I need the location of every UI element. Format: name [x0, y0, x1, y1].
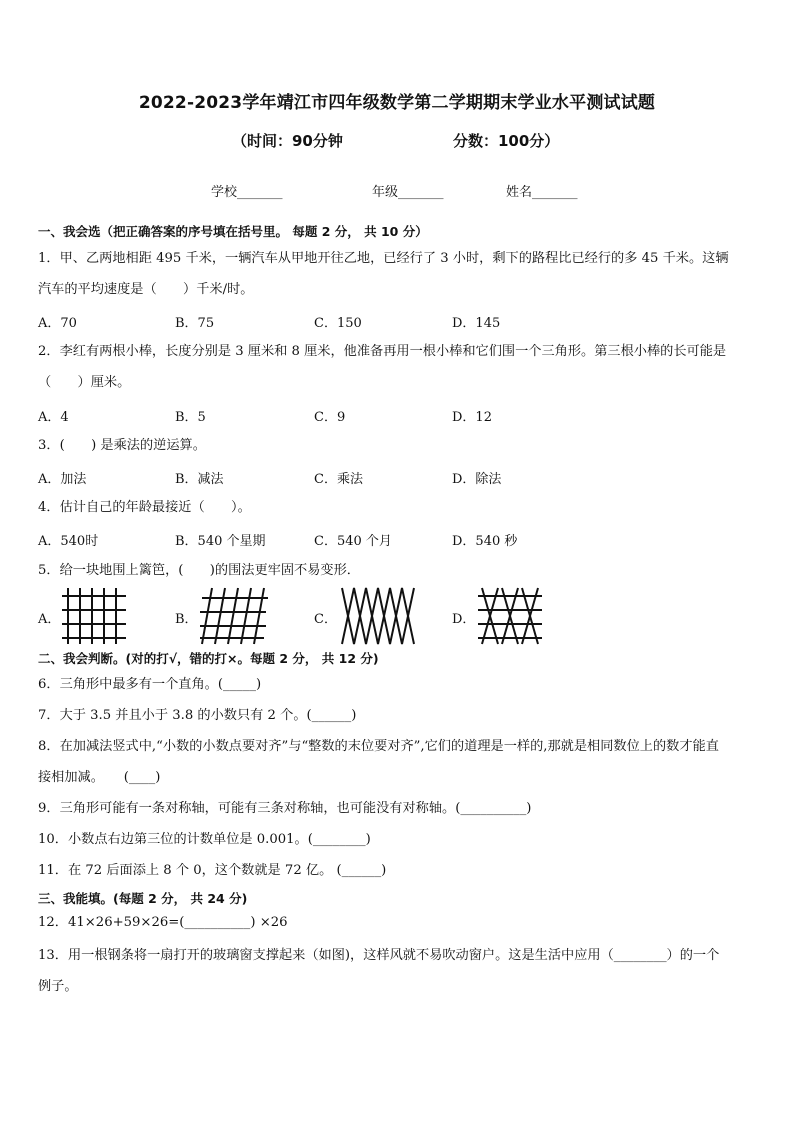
option-c[interactable]: C．乘法 — [314, 472, 363, 487]
name-field[interactable]: 姓名_______ — [506, 185, 578, 200]
figure-d-label[interactable]: D． — [452, 612, 476, 627]
option-b[interactable]: B．75 — [175, 316, 215, 331]
question-4: 4．估计自己的年龄最接近（ ）。 — [38, 500, 251, 515]
option-b[interactable]: B．5 — [175, 410, 206, 425]
question-13 — [38, 940, 758, 1002]
question-1 — [38, 243, 758, 305]
figure-b-label[interactable]: B． — [175, 612, 198, 627]
section-1-heading: 一、我会选（把正确答案的序号填在括号里。 每题 2 分， 共 10 分） — [38, 224, 428, 239]
question-5: 5．给一块地围上篱笆，( )的围法更牢固不易变形． — [38, 563, 360, 578]
option-b[interactable]: B．减法 — [175, 472, 224, 487]
cross-fence-figure — [476, 586, 544, 646]
option-d[interactable]: D．145 — [452, 316, 501, 331]
school-field[interactable]: 学校_______ — [211, 185, 283, 200]
question-1-line-2: 汽车的平均速度是（ ）千米/时。 — [38, 282, 254, 297]
question-3: 3．( ) 是乘法的逆运算。 — [38, 438, 206, 453]
question-2-line-1: 2．李红有两根小棒，长度分别是 3 厘米和 8 厘米，他准备再用一根小棒和它们围一个三角形。第三根小棒的长可能是 — [38, 344, 727, 359]
question-11: 11．在 72 后面添上 8 个 0，这个数就是 72 亿。 (______) — [38, 863, 387, 878]
question-9: 9．三角形可能有一条对称轴，可能有三条对称轴，也可能没有对称轴。(__________) — [38, 801, 532, 816]
option-a[interactable]: A．70 — [38, 316, 77, 331]
question-8-line-2: 接相加减。 (____) — [38, 770, 161, 785]
question-7: 7．大于 3.5 并且小于 3.8 的小数只有 2 个。(______) — [38, 708, 357, 723]
question-1-line-1: 1．甲、乙两地相距 495 千米，一辆汽车从甲地开往乙地，已经行了 3 小时，剩下的路程比已经行的多 45 千米。这辆 — [38, 251, 729, 266]
question-10: 10．小数点右边第三位的计数单位是 0.001。(________) — [38, 832, 371, 847]
option-c[interactable]: C．540 个月 — [314, 534, 392, 549]
option-a[interactable]: A．4 — [38, 410, 69, 425]
option-a[interactable]: A．加法 — [38, 472, 87, 487]
option-c[interactable]: C．150 — [314, 316, 362, 331]
option-c[interactable]: C．9 — [314, 410, 346, 425]
option-d[interactable]: D．12 — [452, 410, 492, 425]
question-13-line-2: 例子。 — [38, 979, 78, 994]
question-13-line-1: 13．用一根钢条将一扇打开的玻璃窗支撑起来（如图)，这样风就不易吹动窗户。这是生活中应用（________）的一个 — [38, 948, 720, 963]
option-d[interactable]: D．540 秒 — [452, 534, 518, 549]
figure-a-label[interactable]: A． — [38, 612, 61, 627]
question-8 — [38, 731, 758, 793]
section-3-heading: 三、我能填。(每题 2 分， 共 24 分) — [38, 891, 248, 906]
section-2-heading: 二、我会判断。(对的打√，错的打×。每题 2 分， 共 12 分) — [38, 651, 379, 666]
figure-c-label[interactable]: C． — [314, 612, 337, 627]
question-8-line-1: 8．在加减法竖式中,“小数的小数点要对齐”与“整数的末位要对齐”,它们的道理是一样的,那就是相同数位上的数才能直 — [38, 739, 719, 754]
question-6: 6．三角形中最多有一个直角。(_____) — [38, 677, 262, 692]
question-2-line-2: （ ）厘米。 — [38, 375, 131, 390]
option-d[interactable]: D．除法 — [452, 472, 502, 487]
option-a[interactable]: A．540时 — [38, 534, 99, 549]
question-12: 12．41×26+59×26=(__________) ×26 — [38, 915, 288, 930]
score-label: 分数：100分） — [453, 132, 560, 150]
option-b[interactable]: B．540 个星期 — [175, 534, 266, 549]
exam-title: 2022-2023学年靖江市四年级数学第二学期期末学业水平测试试题 — [138, 93, 656, 113]
grid-fence-figure — [60, 586, 128, 646]
question-2 — [38, 336, 758, 398]
slanted-grid-fence-figure — [198, 586, 270, 646]
triangle-fence-figure — [338, 586, 418, 646]
grade-field[interactable]: 年级_______ — [372, 185, 444, 200]
time-label: （时间：90分钟 — [232, 132, 343, 150]
